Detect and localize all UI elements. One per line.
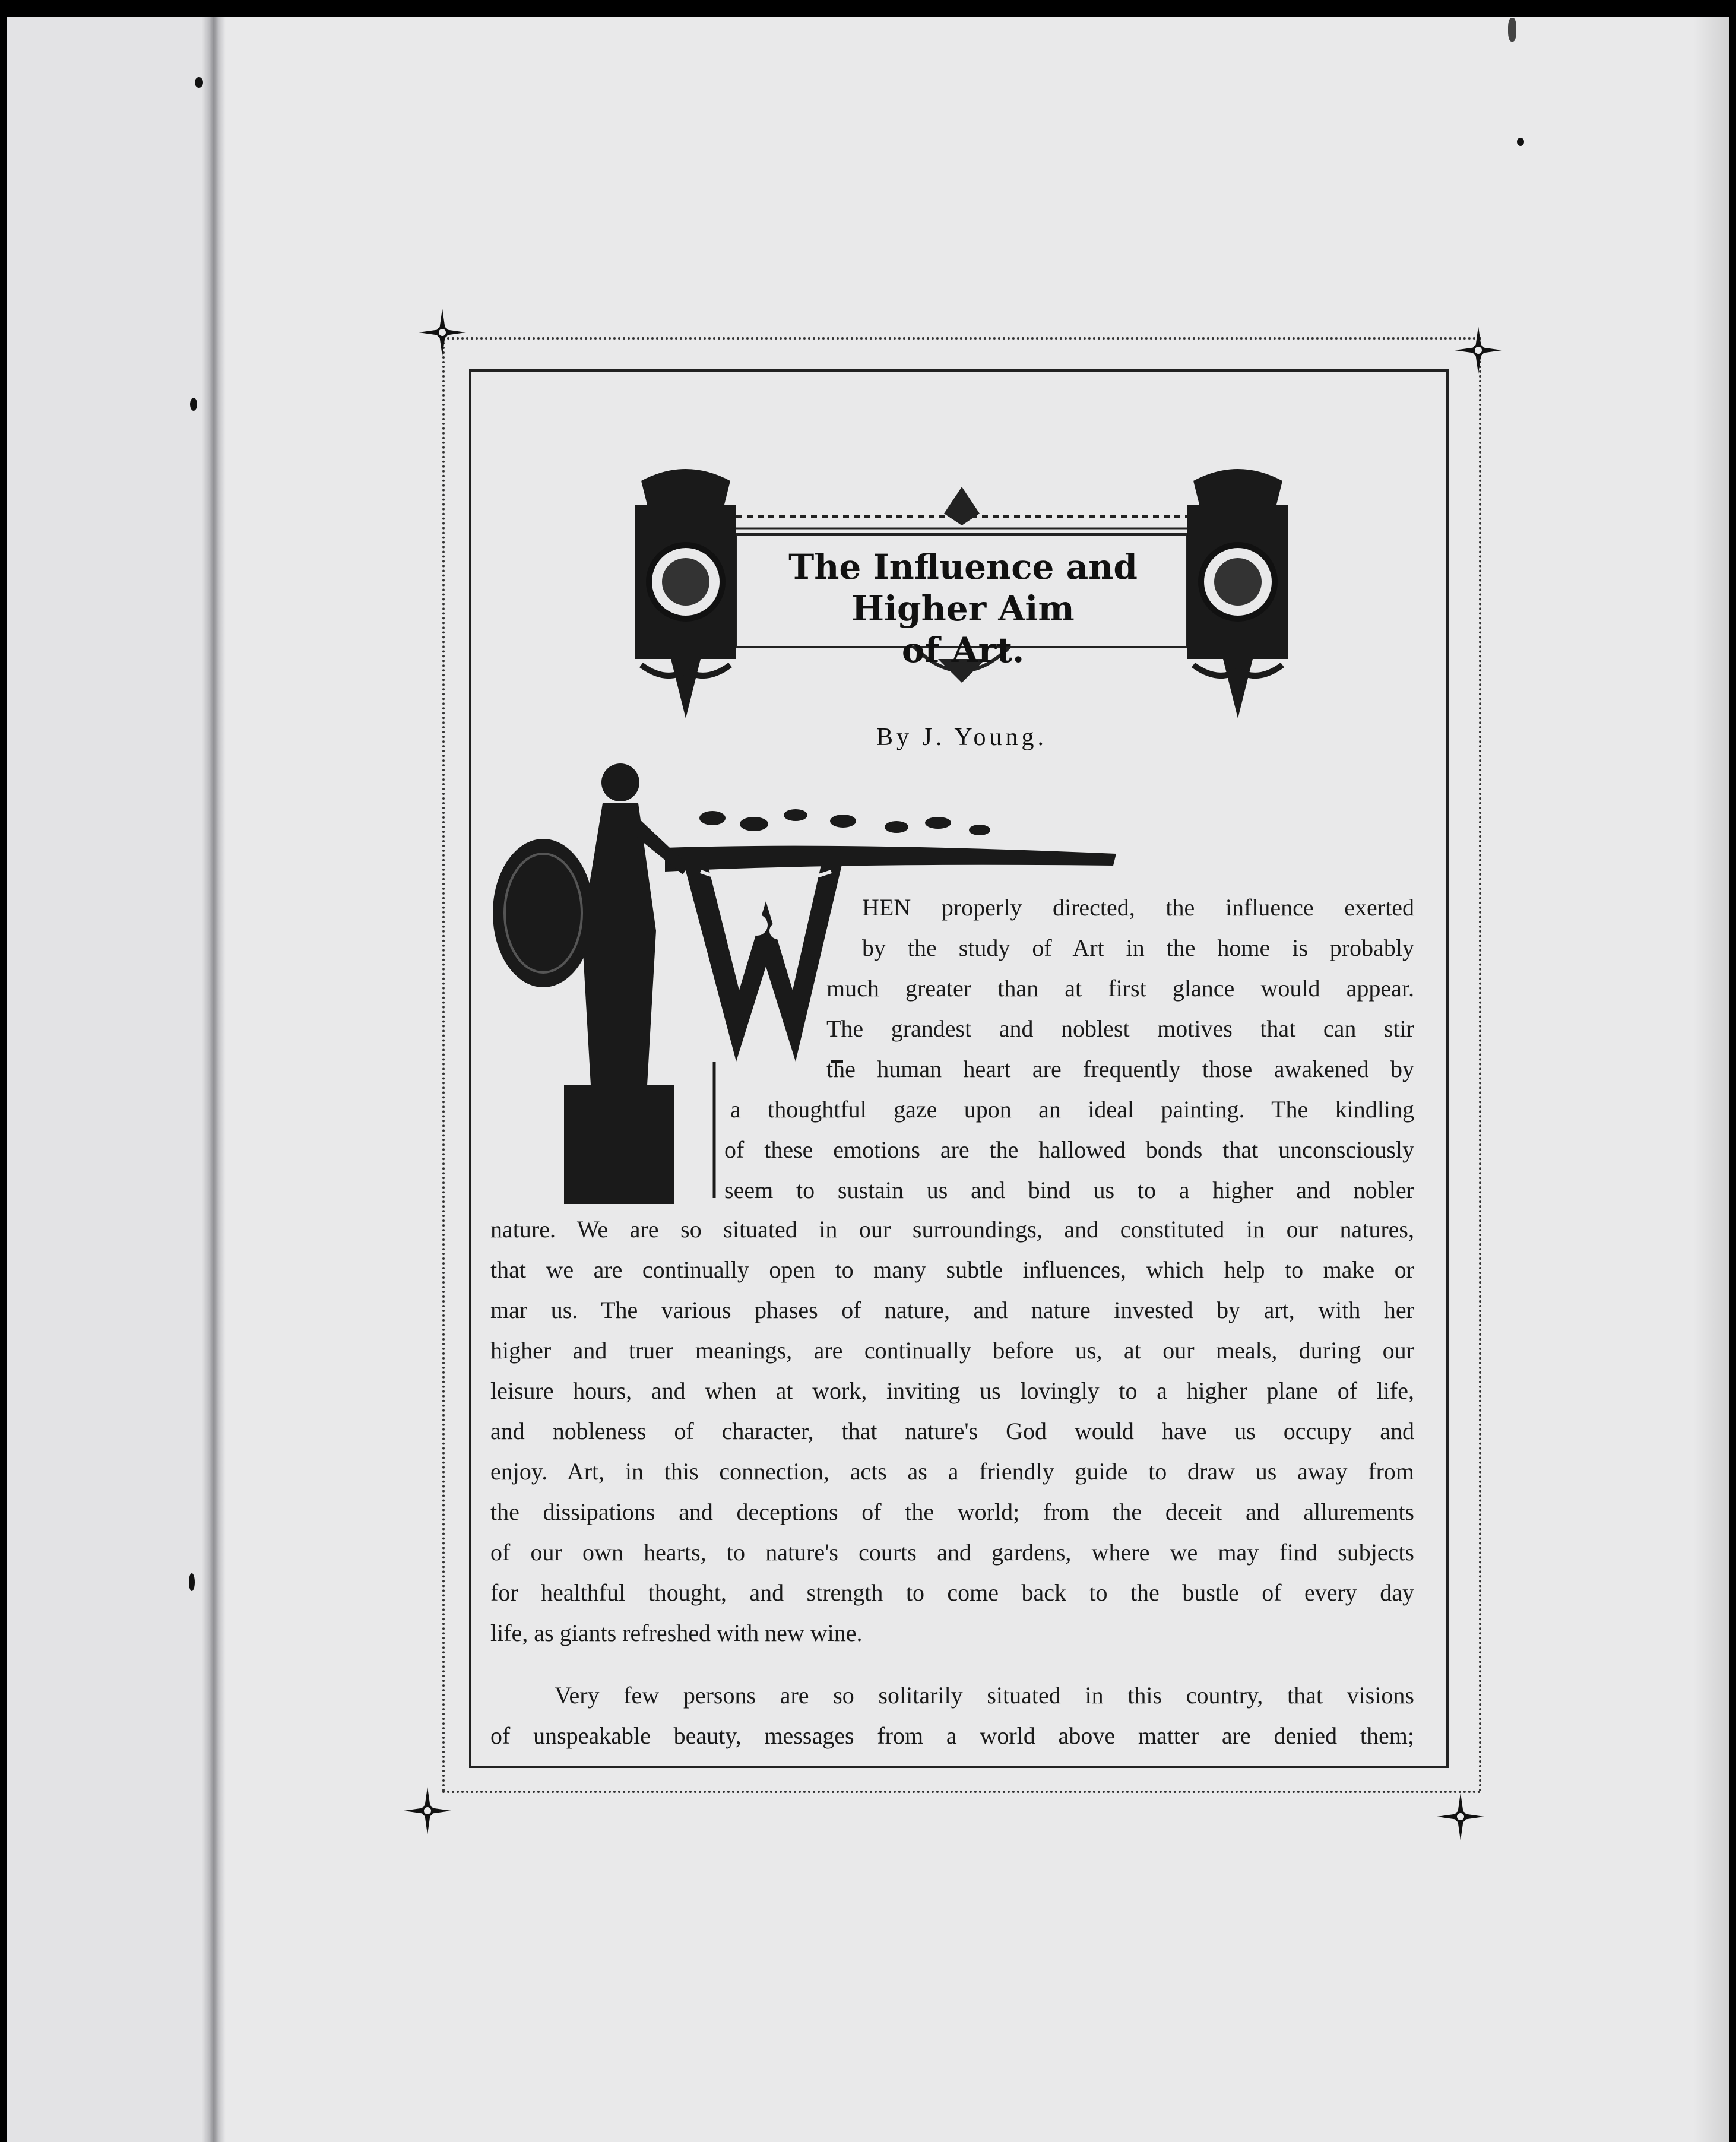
scan-edge-left bbox=[0, 0, 7, 2142]
text-line: mar us. The various phases of nature, and nature invested by art, with her bbox=[490, 1297, 1414, 1323]
text-line: leisure hours, and when at work, inviting us lovingly to a higher plane of life, bbox=[490, 1377, 1414, 1404]
text-line: that we are continually open to many subtle influences, which help to make or bbox=[490, 1256, 1414, 1283]
text-line: much greater than at first glance would appear. bbox=[826, 975, 1414, 1002]
paragraph-1-intro bbox=[724, 888, 1414, 1211]
paragraph-1 bbox=[490, 1209, 1414, 1653]
scan-speck bbox=[195, 77, 203, 88]
text-line: The grandest and noblest motives that can stir bbox=[826, 1015, 1414, 1042]
page-gutter bbox=[202, 17, 226, 2142]
text-line: by the study of Art in the home is probably bbox=[862, 934, 1414, 961]
text-line: for healthful thought, and strength to come back to the bustle of every day bbox=[490, 1579, 1414, 1606]
text-line: the human heart are frequently those awakened by bbox=[826, 1056, 1414, 1082]
corner-ornament-icon bbox=[416, 306, 469, 359]
corner-ornament-icon bbox=[1434, 1790, 1487, 1843]
paragraph-2 bbox=[490, 1675, 1414, 1756]
text-line: of our own hearts, to nature's courts and gardens, where we may find subjects bbox=[490, 1539, 1414, 1566]
title-line-1: The Influence and Higher Aim bbox=[788, 547, 1138, 629]
text-line: seem to sustain us and bind us to a higher and nobler bbox=[724, 1177, 1414, 1203]
text-line: enjoy. Art, in this connection, acts as a friendly guide to draw us away from bbox=[490, 1458, 1414, 1485]
scan-speck bbox=[190, 398, 197, 411]
title-line-2: of Art. bbox=[901, 630, 1025, 670]
text-line: the dissipations and deceptions of the world; from the deceit and allurements bbox=[490, 1498, 1414, 1525]
corner-ornament-icon bbox=[401, 1784, 454, 1837]
facing-page bbox=[7, 17, 215, 2142]
text-line: a thoughtful gaze upon an ideal painting. The kindling bbox=[730, 1096, 1414, 1123]
scan-edge-top bbox=[0, 0, 1736, 17]
page-edge-shadow bbox=[1693, 17, 1729, 2142]
text-line: of unspeakable beauty, messages from a world above matter are denied them; bbox=[490, 1722, 1414, 1749]
scan-speck bbox=[1508, 18, 1516, 42]
text-line: HEN properly directed, the influence exerted bbox=[862, 894, 1414, 921]
text-line: Very few persons are so solitarily situated in this country, that visions bbox=[555, 1682, 1414, 1709]
scan-speck bbox=[189, 1573, 195, 1591]
text-line: higher and truer meanings, are continually before us, at our meals, during our bbox=[490, 1337, 1414, 1364]
text-line: and nobleness of character, that nature's God would have us occupy and bbox=[490, 1418, 1414, 1444]
text-line: nature. We are so situated in our surroundings, and constituted in our natures, bbox=[490, 1216, 1414, 1243]
text-line: of these emotions are the hallowed bonds that unconsciously bbox=[724, 1136, 1414, 1163]
scan-edge-right bbox=[1729, 0, 1736, 2142]
corner-ornament-icon bbox=[1452, 324, 1505, 377]
article-title bbox=[731, 546, 1195, 671]
text-line: life, as giants refreshed with new wine. bbox=[490, 1620, 863, 1646]
byline: By J. Young. bbox=[876, 724, 1047, 751]
scan-speck bbox=[1517, 138, 1524, 146]
